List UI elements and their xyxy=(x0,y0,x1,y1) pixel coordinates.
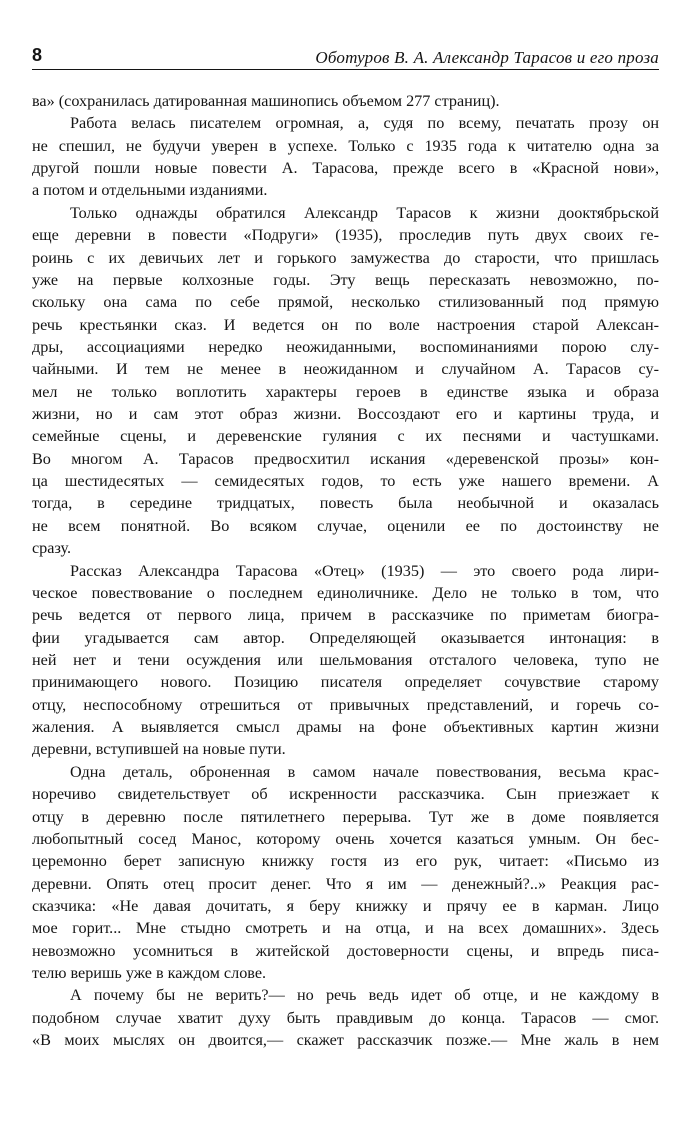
text-line: сказчика: «Не давая дочитать, я беру книжку и прячу ее в карман. Лицо xyxy=(32,896,659,915)
paragraph xyxy=(32,202,659,560)
text-line: роинь с их девичьих лет и горького замужества до старости, что пришлась xyxy=(32,248,659,267)
text-line: отцу, неспособному отрешиться от привычных представлений, и горечь со- xyxy=(32,695,659,714)
text-line: фии угадывается сам автор. Определяющей оказывается интонация: в xyxy=(32,628,659,647)
text-line: телю веришь уже в каждом слове. xyxy=(32,964,267,983)
text-line: ческое повествование о последнем единоличнике. Дело не только в том, что xyxy=(32,583,659,602)
text-line: норечиво свидетельствует об искренности рассказчика. Сын приезжает к xyxy=(32,785,659,804)
text-line: дры, ассоциациями нередко неожиданными, воспоминаниями порою слу- xyxy=(32,337,659,356)
text-line: уже на первые колхозные годы. Эту вещь пересказать невозможно, по- xyxy=(32,270,659,289)
text-line: «В моих мыслях он двоится,— скажет рассказчик позже.— Мне жаль в нем xyxy=(32,1031,659,1050)
text-line: мое горит... Мне стыдно смотреть и на отца, и на всех домашних». Здесь xyxy=(32,919,659,938)
text-line: жаления. А выявляется смысл драмы на фоне объективных картин жизни xyxy=(32,718,659,737)
paragraph xyxy=(32,761,659,985)
paragraph xyxy=(32,560,659,761)
paragraph xyxy=(32,90,659,112)
text-line: не спешил, не будучи уверен в успехе. Только с 1935 года к читателю одна за xyxy=(32,136,659,155)
text-line: сразу. xyxy=(32,539,72,558)
text-line: церемонно берет записную книжку гостя из его рук, читает: «Письмо из xyxy=(32,852,659,871)
running-head: Оботуров В. А. Александр Тарасов и его проза xyxy=(315,48,659,67)
text-line: деревни, вступившей на новые пути. xyxy=(32,740,286,759)
text-line: скольку она сама по себе прямой, несколько стилизованный под прямую xyxy=(32,293,659,312)
text-line: тогда, в середине тридцатых, повесть была необычной и оказалась xyxy=(32,494,659,513)
page-number: 8 xyxy=(32,45,43,65)
text-line: принимающего нового. Позицию писателя определяет сочувствие старому xyxy=(32,673,659,692)
text-line: речь ведется от первого лица, причем в рассказчике по приметам биогра- xyxy=(32,606,659,625)
text-line: Во многом А. Тарасов предвосхитил искания «деревенской прозы» кон- xyxy=(32,449,659,468)
text-line: другой пошли новые повести А. Тарасова, прежде всего в «Красной нови», xyxy=(32,159,659,178)
text-line: не всем понятной. Во всяком случае, оценили ее по достоинству не xyxy=(32,516,659,535)
text-line: А почему бы не верить?— но речь ведь идет об отце, и не каждому в xyxy=(70,986,659,1005)
text-line: Работа велась писателем огромная, а, судя по всему, печатать прозу он xyxy=(70,114,659,133)
text-line: Одна деталь, оброненная в самом начале повествования, весьма крас- xyxy=(70,762,659,781)
text-line: ней нет и тени осуждения или шельмования отсталого человека, тупо не xyxy=(32,650,659,669)
text-line: ва» (сохранилась датированная машинопись объемом 277 страниц). xyxy=(32,92,500,110)
text-line: Только однажды обратился Александр Тарасов к жизни дооктябрьской xyxy=(70,203,659,222)
text-line: семейные сцены, и деревенские гуляния с их песнями и частушками. xyxy=(32,427,659,446)
text-line: речь крестьянки сказ. И ведется он по воле настроения старой Алексан- xyxy=(32,315,659,334)
text-line: Рассказ Александра Тарасова «Отец» (1935) — это своего рода лири- xyxy=(70,561,659,580)
header-rule xyxy=(32,69,659,70)
text-line: жизни, но и сам этот образ жизни. Воссоздают его и картины труда, и xyxy=(32,405,659,424)
text-line: подобном случае хватит духу быть правдивым до конца. Тарасов — смог. xyxy=(32,1008,659,1027)
text-line: отцу в деревню после пятилетнего перерыва. Тут же в доме появляется xyxy=(32,807,659,826)
text-line: любопытный сосед Манос, которому очень хочется казаться умным. Он бес- xyxy=(32,829,659,848)
paragraph xyxy=(32,112,659,201)
text-line: а потом и отдельными изданиями. xyxy=(32,181,268,200)
text-line: невозможно усомниться в житейской достоверности сцены, и впредь писа- xyxy=(32,941,659,960)
page-header xyxy=(32,44,659,72)
text-line: чайными. И тем не менее в неожиданном и случайном А. Тарасов су- xyxy=(32,360,659,379)
body-text xyxy=(32,90,659,1051)
text-line: еще деревни в повести «Подруги» (1935), проследив путь двух своих ге- xyxy=(32,226,659,245)
paragraph xyxy=(32,984,659,1051)
text-line: мел не только воплотить характеры героев в единстве языка и образа xyxy=(32,382,659,401)
text-line: ца шестидесятых — семидесятых годов, то есть уже нашего времени. А xyxy=(32,472,659,491)
text-line: деревни. Опять отец просит денег. Что я им — денежный?..» Реакция рас- xyxy=(32,874,659,893)
